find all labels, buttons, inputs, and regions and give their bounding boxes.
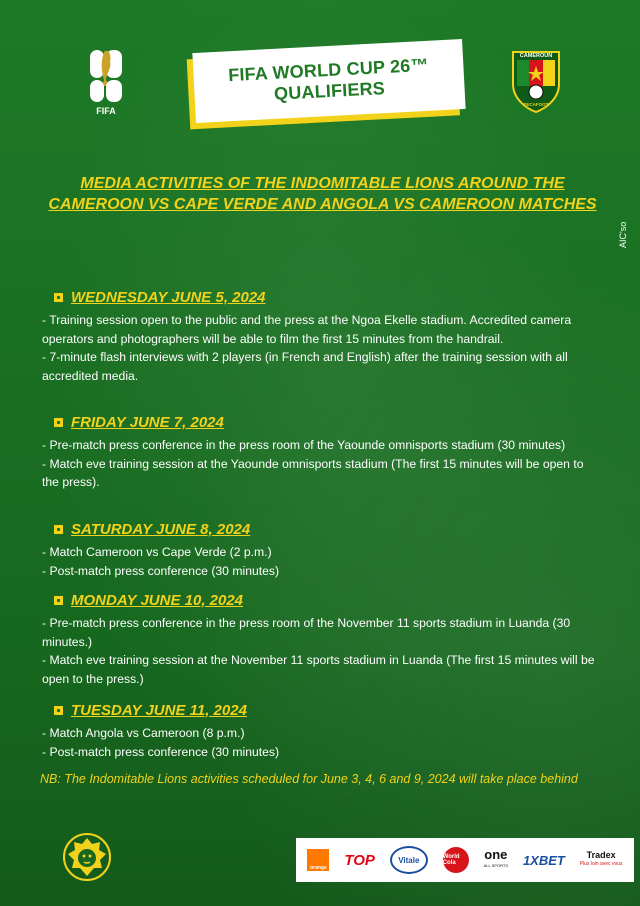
fifa-world-cup-26-logo <box>82 46 134 118</box>
activity-line: - Match Cameroon vs Cape Verde (2 p.m.) <box>42 545 272 559</box>
bullet-icon <box>54 596 63 605</box>
bullet-icon <box>54 293 63 302</box>
schedule-day <box>42 412 602 492</box>
sponsor-bar <box>296 838 634 882</box>
schedule-day <box>42 590 602 688</box>
activity-line: - Match eve training session at the November 11 sports stadium in Luanda (The first 15 minutes will be open to the press.) <box>42 653 595 686</box>
schedule-day <box>42 519 602 580</box>
sponsor-one-logo <box>484 849 508 871</box>
activity-line: - Pre-match press conference in the press room of the Yaounde omnisports stadium (30 minutes) <box>42 438 566 452</box>
activity-line: - Training session open to the public and the press at the Ngoa Ekelle stadium. Accredited camera operators and photographers will be able to film the first 15 minutes from the handrail. <box>42 313 572 346</box>
sponsor-tradex-logo <box>580 851 623 869</box>
day-title: MONDAY JUNE 10, 2024 <box>71 591 244 609</box>
fifa-logo-text: FIFA <box>96 106 116 116</box>
crest-bottom-text: FECAFOOT <box>523 102 549 107</box>
header-title-line2: QUALIFIERS <box>273 78 386 104</box>
sponsor-one-subtext: ALL SPORTS <box>483 863 509 868</box>
sponsor-orange-logo: orange <box>307 849 329 871</box>
sponsor-tradex-text: Tradex <box>586 850 616 860</box>
activity-line: - Match Angola vs Cameroon (8 p.m.) <box>42 726 245 740</box>
indomitable-lions-logo <box>62 832 112 882</box>
schedule-day <box>42 287 602 385</box>
bullet-icon <box>54 706 63 715</box>
sponsor-world-cola-logo: World Cola <box>443 847 469 873</box>
crest-top-text: CAMEROUN <box>519 53 553 59</box>
sponsor-vitale-logo: Vitale <box>390 846 428 874</box>
sponsor-top-logo: TOP <box>344 851 375 869</box>
activity-line: - Match eve training session at the Yaounde omnisports stadium (The first 15 minutes will be open to the press). <box>42 456 584 489</box>
cameroon-crest-icon <box>505 46 567 116</box>
lion-head-icon <box>62 832 112 882</box>
page-title: MEDIA ACTIVITIES OF THE INDOMITABLE LIONS AROUND THE CAMEROON VS CAPE VERDE AND ANGOLA VS CAMEROON MATCHES <box>48 175 597 213</box>
schedule-day <box>42 700 602 761</box>
activity-line: - Pre-match press conference in the press room of the November 11 sports stadium in Luanda (30 minutes.) <box>42 616 571 649</box>
sponsor-tradex-subtext: Plus loin avec vous <box>579 861 623 867</box>
day-title: FRIDAY JUNE 7, 2024 <box>71 413 224 431</box>
sponsor-one-text: one <box>484 847 508 862</box>
header-banner <box>192 39 465 123</box>
day-title: WEDNESDAY JUNE 5, 2024 <box>71 288 266 306</box>
header-title-line1: FIFA WORLD CUP 26™ <box>227 54 430 86</box>
activity-line: - 7-minute flash interviews with 2 players (in French and English) after the training session with all accredited media. <box>42 350 568 383</box>
fifa-trophy-icon <box>82 46 134 118</box>
day-title: SATURDAY JUNE 8, 2024 <box>71 520 251 538</box>
bullet-icon <box>54 525 63 534</box>
activity-line: - Post-match press conference (30 minutes) <box>42 563 280 578</box>
sponsor-1xbet-logo: 1XBET <box>522 852 565 868</box>
day-title: TUESDAY JUNE 11, 2024 <box>71 701 247 719</box>
footnote: NB: The Indomitable Lions activities scheduled for June 3, 4, 6 and 9, 2024 will take place behind <box>40 772 578 786</box>
side-watermark: AIC'so <box>618 221 628 248</box>
bullet-icon <box>54 418 63 427</box>
fecafoot-crest <box>505 46 567 116</box>
activity-line: - Post-match press conference (30 minutes) <box>42 744 280 759</box>
